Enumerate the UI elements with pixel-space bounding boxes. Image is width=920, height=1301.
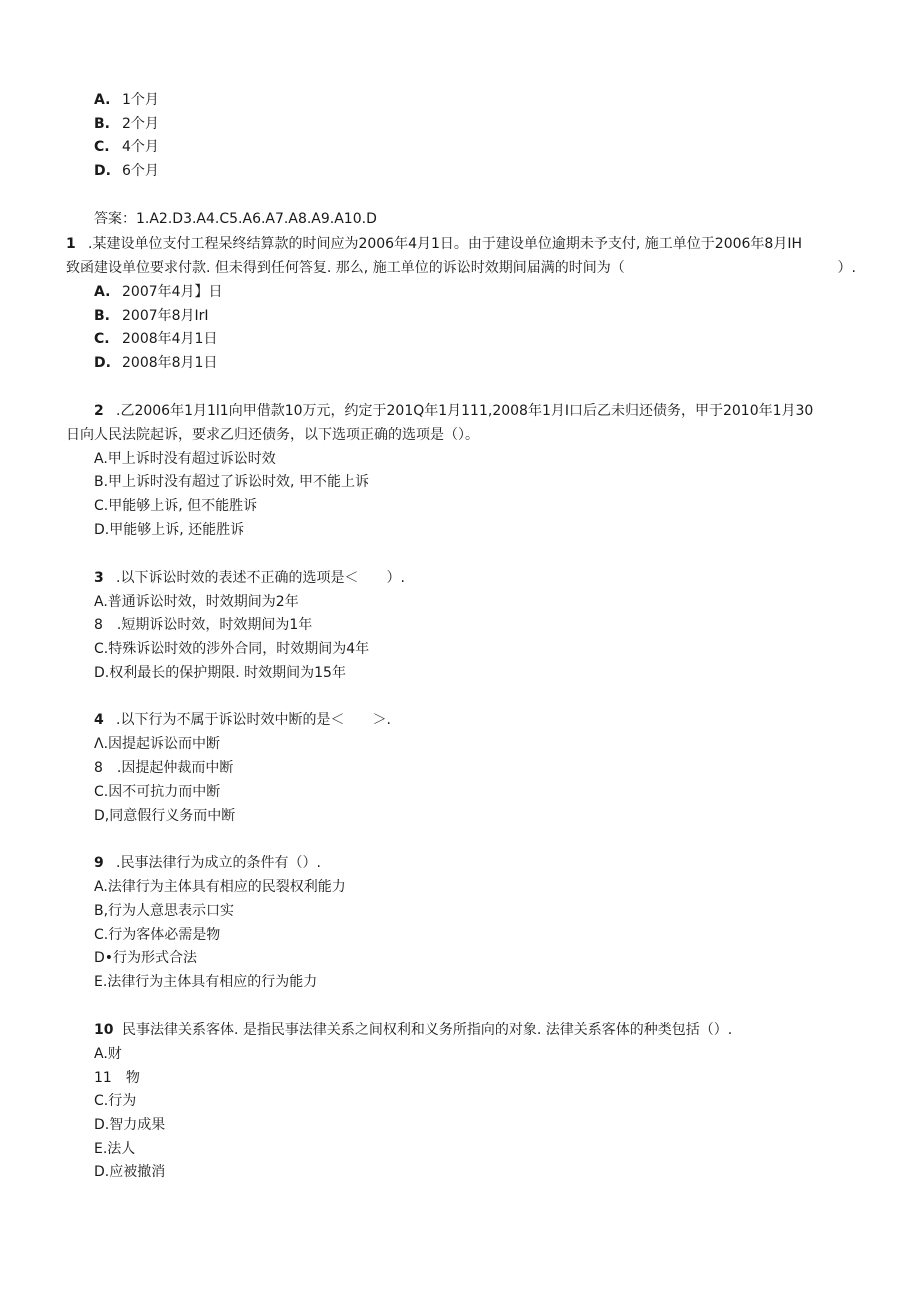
question-1-option-a: A. 2007年4月】日 (94, 284, 223, 300)
question-9-option-c: C.行为客体必需是物 (94, 927, 221, 943)
question-2-option-a: A.甲上诉时没有超过诉讼时效 (94, 451, 276, 467)
question-3: 3 .以下诉讼时效的表述不正确的选项是＜ ）. (94, 570, 405, 586)
question-10-option-b: 11 物 (94, 1070, 140, 1086)
question-3-option-b: 8 .短期诉讼时效，时效期间为1年 (94, 617, 313, 633)
question-9-option-e: E.法律行为主体具有相应的行为能力 (94, 974, 318, 990)
question-9: 9 .民事法律行为成立的条件有（）. (94, 855, 321, 871)
top-option-d: D. 6个月 (94, 163, 159, 179)
question-2-option-c: C.甲能够上诉, 但不能胜诉 (94, 498, 258, 514)
question-3-option-d: D.权利最长的保护期限. 时效期间为15年 (94, 665, 346, 681)
question-4: 4 .以下行为不属于诉讼时效中断的是＜ ＞. (94, 712, 391, 728)
question-10-option-c: C.行为 (94, 1093, 137, 1109)
question-10: 10 民事法律关系客体. 是指民事法律关系之间权利和义务所指向的对象. 法律关系客体的种类包括（）. (94, 1022, 733, 1038)
top-option-c: C. 4个月 (94, 139, 159, 155)
question-4-option-b: 8 .因提起仲裁而中断 (94, 760, 234, 776)
question-4-option-a: Λ.因提起诉讼而中断 (94, 736, 221, 752)
question-1-option-b: B. 2007年8月IrI (94, 308, 209, 324)
question-10-option-e: E.法人 (94, 1141, 136, 1157)
question-4-option-d: D,同意假行义务而中断 (94, 808, 236, 824)
question-9-option-d: D•行为形式合法 (94, 950, 198, 966)
top-option-a: A. 1个月 (94, 92, 159, 108)
question-3-option-c: C.特殊诉讼时效的涉外合同，时效期间为4年 (94, 641, 370, 657)
question-1-line-2: 致函建设单位要求付款. 但未得到任何答复. 那么, 施工单位的诉讼时效期间届满的时间为（ ）. (66, 260, 856, 276)
top-option-b: B. 2个月 (94, 116, 159, 132)
question-4-option-c: C.因不可抗力而中断 (94, 784, 221, 800)
question-2-option-d: D.甲能够上诉, 还能胜诉 (94, 522, 245, 538)
question-1-option-c: C. 2008年4月1日 (94, 331, 218, 347)
question-3-option-a: A.普通诉讼时效，时效期间为2年 (94, 594, 299, 610)
question-2-option-b: B.甲上诉时没有超过了诉讼时效, 甲不能上诉 (94, 474, 369, 490)
question-1-line-1: 1 .某建设单位支付工程呆终结算款的时间应为2006年4月1日。由于建设单位逾期未予支付, 施工单位于2006年8月IH (66, 236, 802, 252)
question-1-option-d: D. 2008年8月1日 (94, 355, 218, 371)
question-9-option-a: A.法律行为主体具有相应的民裂权利能力 (94, 879, 346, 895)
question-9-option-b: B,行为人意思表示口实 (94, 903, 235, 919)
question-10-option-f: D.应被撤消 (94, 1164, 166, 1180)
question-10-option-a: A.财 (94, 1046, 122, 1062)
question-2-line-1: 2 .乙2006年1月1l1向甲借款10万元，约定于201Q年1月111,2008年1月I口后乙未归还债务，甲于2010年1月30 (94, 403, 814, 419)
answer-key: 答案：1.A2.D3.A4.C5.A6.A7.A8.A9.A10.D (94, 211, 377, 227)
question-10-option-d: D.智力成果 (94, 1117, 166, 1133)
question-2-line-2: 日向人民法院起诉，要求乙归还债务，以下选项正确的选项是（）。 (66, 427, 479, 443)
